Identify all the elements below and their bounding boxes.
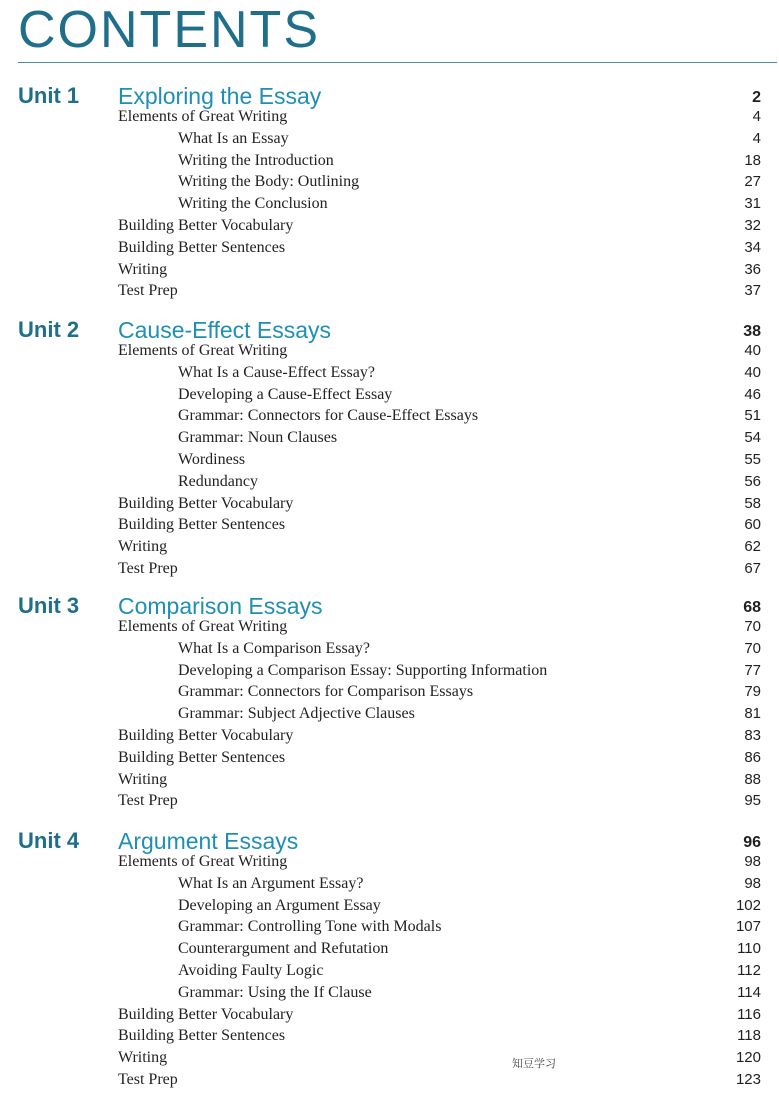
toc-entry[interactable] — [0, 638, 779, 660]
toc-entry-title: Building Better Vocabulary — [118, 1005, 294, 1023]
toc-entry-title: What Is an Essay — [178, 129, 289, 147]
toc-entry-page: 27 — [744, 173, 761, 191]
toc-entry-page: 79 — [744, 683, 761, 701]
toc-entry-page: 37 — [744, 282, 761, 300]
toc-entry[interactable] — [0, 471, 779, 493]
toc-entry[interactable] — [0, 128, 779, 150]
toc-entry-title: Redundancy — [178, 472, 258, 490]
toc-entry-page: 102 — [735, 896, 761, 914]
toc-entry-page: 58 — [744, 494, 761, 512]
toc-entry-title: Developing a Cause-Effect Essay — [178, 385, 393, 403]
toc-entry[interactable] — [0, 960, 779, 982]
toc-entry-title: Building Better Vocabulary — [118, 726, 294, 744]
toc-entry[interactable] — [0, 938, 779, 960]
toc-entry-page: 95 — [744, 792, 761, 810]
toc-entry[interactable] — [0, 362, 779, 384]
toc-entry-page: 107 — [735, 918, 761, 936]
toc-entry[interactable] — [0, 215, 779, 237]
toc-entry[interactable] — [0, 1025, 779, 1047]
page-title: CONTENTS — [18, 1, 320, 59]
toc-entry-title: Building Better Sentences — [118, 1027, 286, 1045]
toc-entry[interactable] — [0, 171, 779, 193]
toc-entry-list — [0, 106, 779, 302]
toc-entry[interactable] — [0, 150, 779, 172]
toc-entry-title: Writing the Body: Outlining — [178, 173, 360, 191]
toc-entry-page: 116 — [737, 1005, 761, 1023]
toc-entry-page: 86 — [744, 748, 761, 766]
toc-entry-title: Grammar: Controlling Tone with Modals — [178, 918, 442, 936]
toc-entry-page: 51 — [744, 407, 761, 425]
unit-title[interactable]: Cause-Effect Essays — [118, 317, 332, 343]
toc-entry[interactable] — [0, 237, 779, 259]
unit-page-number: 68 — [743, 599, 761, 616]
unit-label: Unit 3 — [18, 593, 80, 618]
toc-entry[interactable] — [0, 616, 779, 638]
toc-entry-title: Test Prep — [118, 559, 178, 577]
toc-entry-page: 4 — [752, 129, 761, 147]
toc-entry-title: Grammar: Subject Adjective Clauses — [178, 705, 415, 723]
unit-title[interactable]: Exploring the Essay — [118, 83, 322, 109]
toc-entry[interactable] — [0, 1004, 779, 1026]
toc-entry-page: 18 — [744, 151, 761, 169]
toc-entry[interactable] — [0, 384, 779, 406]
toc-entry[interactable] — [0, 259, 779, 281]
toc-entry[interactable] — [0, 851, 779, 873]
toc-entry-page: 54 — [744, 429, 761, 447]
toc-entry[interactable] — [0, 747, 779, 769]
toc-entry-list — [0, 616, 779, 812]
toc-entry-list — [0, 340, 779, 580]
toc-entry-title: Building Better Sentences — [118, 238, 286, 256]
toc-entry-page: 118 — [737, 1027, 761, 1045]
toc-entry-page: 40 — [744, 363, 761, 381]
toc-entry[interactable] — [0, 106, 779, 128]
unit-page-number: 96 — [743, 834, 761, 851]
toc-entry-page: 98 — [744, 874, 761, 892]
toc-entry-page: 110 — [737, 940, 761, 958]
unit-title[interactable]: Argument Essays — [118, 828, 299, 854]
unit-page-number: 2 — [752, 89, 761, 106]
toc-entry-title: Test Prep — [118, 1070, 178, 1088]
toc-entry[interactable] — [0, 790, 779, 812]
toc-entry[interactable] — [0, 660, 779, 682]
toc-entry-page: 32 — [744, 216, 761, 234]
toc-entry-title: Building Better Vocabulary — [118, 494, 294, 512]
toc-entry-title: Avoiding Faulty Logic — [178, 961, 324, 979]
toc-entry-list — [0, 851, 779, 1091]
toc-entry[interactable] — [0, 873, 779, 895]
toc-entry-title: Counterargument and Refutation — [178, 940, 389, 958]
toc-entry-title: Writing — [118, 1049, 168, 1067]
toc-entry-page: 4 — [752, 108, 761, 125]
toc-entry-title: Writing the Conclusion — [178, 195, 328, 213]
toc-entry-title: Elements of Great Writing — [118, 853, 288, 870]
toc-entry[interactable] — [0, 514, 779, 536]
toc-entry-page: 34 — [744, 238, 761, 256]
toc-entry-page: 112 — [737, 961, 761, 979]
toc-entry-page: 62 — [744, 538, 761, 556]
toc-entry-title: Developing a Comparison Essay: Supporting Information — [178, 661, 548, 679]
toc-entry-page: 123 — [735, 1070, 761, 1088]
toc-entry-page: 36 — [744, 260, 761, 278]
toc-entry-title: Writing — [118, 770, 168, 788]
toc-entry[interactable] — [0, 427, 779, 449]
toc-entry[interactable] — [0, 1069, 779, 1091]
toc-entry[interactable] — [0, 193, 779, 215]
toc-entry-page: 77 — [744, 661, 761, 679]
toc-entry-title: Test Prep — [118, 792, 178, 810]
toc-entry[interactable] — [0, 982, 779, 1004]
toc-entry-page: 70 — [744, 639, 761, 657]
toc-entry-title: Grammar: Connectors for Cause-Effect Essays — [178, 407, 479, 425]
unit-label: Unit 2 — [18, 317, 80, 342]
toc-entry-page: 114 — [737, 983, 761, 1001]
toc-entry-title: Grammar: Noun Clauses — [178, 429, 338, 447]
toc-entry-title: What Is a Comparison Essay? — [178, 639, 370, 657]
toc-entry-title: Test Prep — [118, 282, 178, 300]
toc-entry-page: 70 — [744, 618, 761, 635]
toc-entry[interactable] — [0, 1047, 779, 1069]
toc-entry-title: Elements of Great Writing — [118, 342, 288, 359]
toc-entry-title: Writing — [118, 260, 168, 278]
toc-entry-page: 40 — [744, 342, 761, 359]
toc-entry-title: Writing — [118, 538, 168, 556]
toc-entry[interactable] — [0, 681, 779, 703]
unit-label: Unit 1 — [18, 83, 80, 108]
toc-entry-title: Elements of Great Writing — [118, 618, 288, 635]
toc-entry-title: Writing the Introduction — [178, 151, 334, 169]
toc-entry-title: Building Better Vocabulary — [118, 216, 294, 234]
toc-entry-page: 67 — [744, 559, 761, 577]
unit-page-number: 38 — [743, 323, 761, 340]
toc-entry[interactable] — [0, 280, 779, 302]
title-divider — [18, 62, 777, 63]
toc-entry-page: 55 — [744, 450, 761, 468]
toc-entry-title: What Is an Argument Essay? — [178, 874, 364, 892]
toc-entry-page: 31 — [744, 195, 761, 213]
toc-entry-page: 88 — [744, 770, 761, 788]
toc-entry-page: 56 — [744, 472, 761, 490]
toc-entry[interactable] — [0, 449, 779, 471]
toc-entry-page: 83 — [744, 726, 761, 744]
unit-title[interactable]: Comparison Essays — [118, 593, 323, 619]
toc-entry-title: Elements of Great Writing — [118, 108, 288, 125]
toc-entry-page: 120 — [735, 1049, 761, 1067]
toc-entry[interactable] — [0, 405, 779, 427]
toc-entry-title: Developing an Argument Essay — [178, 896, 381, 914]
toc-entry[interactable] — [0, 703, 779, 725]
toc-entry-page: 60 — [744, 516, 761, 534]
toc-entry[interactable] — [0, 536, 779, 558]
toc-entry[interactable] — [0, 558, 779, 580]
toc-entry[interactable] — [0, 769, 779, 791]
toc-entry-title: Grammar: Using the If Clause — [178, 983, 372, 1001]
toc-entry-title: What Is a Cause-Effect Essay? — [178, 363, 375, 381]
toc-entry[interactable] — [0, 916, 779, 938]
toc-entry[interactable] — [0, 493, 779, 515]
toc-entry-title: Grammar: Connectors for Comparison Essays — [178, 683, 474, 701]
toc-entry[interactable] — [0, 895, 779, 917]
toc-entry[interactable] — [0, 340, 779, 362]
unit-label: Unit 4 — [18, 828, 80, 853]
toc-entry-page: 81 — [744, 705, 761, 723]
watermark: 知豆学习 — [512, 1057, 556, 1070]
toc-entry-title: Building Better Sentences — [118, 516, 286, 534]
toc-entry-title: Building Better Sentences — [118, 748, 286, 766]
toc-entry-page: 98 — [744, 853, 761, 870]
toc-entry[interactable] — [0, 725, 779, 747]
toc-entry-title: Wordiness — [178, 450, 246, 468]
toc-entry-page: 46 — [744, 385, 761, 403]
